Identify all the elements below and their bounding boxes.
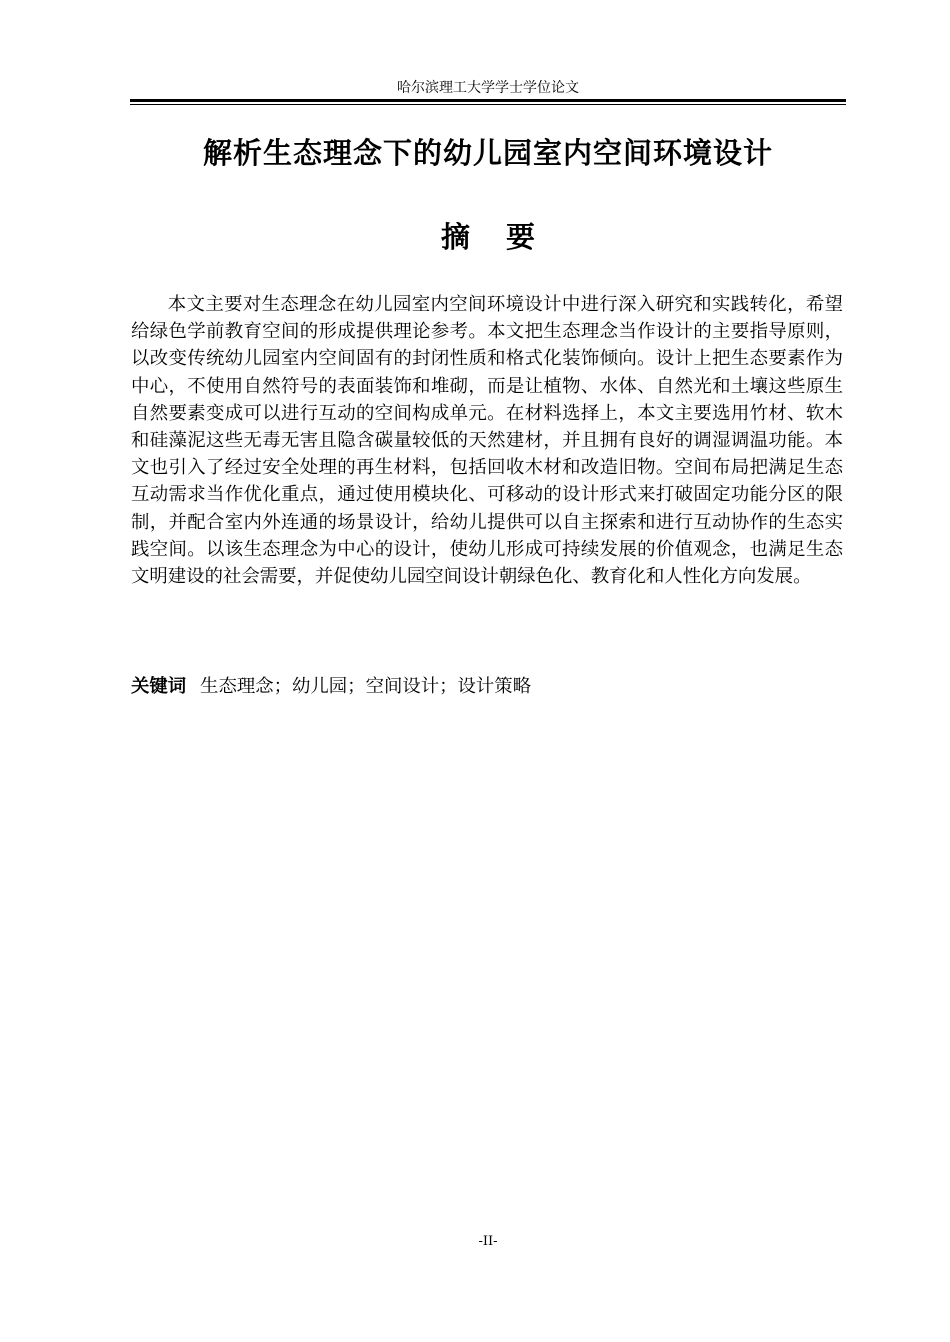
- keywords-text: 生态理念；幼儿园；空间设计；设计策略: [200, 676, 532, 697]
- abstract-heading: 摘要: [440, 220, 571, 254]
- page-number: -II-: [478, 1234, 498, 1249]
- keywords-label: 关键词: [131, 676, 187, 697]
- running-header: 哈尔滨理工大学学士学位论文: [397, 80, 579, 96]
- keywords-line: [131, 673, 843, 700]
- header-rule-thin: [130, 104, 846, 105]
- paper-title: 解析生态理念下的幼儿园室内空间环境设计: [202, 136, 773, 170]
- abstract-body: 本文主要对生态理念在幼儿园室内空间环境设计中进行深入研究和实践转化，希望给绿色学前教育空间的形成提供理论参考。本文把生态理念当作设计的主要指导原则，以改变传统幼儿园室内空间固有的封闭性质和格式化装饰倾向。设计上把生态要素作为中心，不使用自然符号的表面装饰和堆砌，而是让植物、水体、自然光和土壤这些原生自然要素变成可以进行互动的空间构成单元。在材料选择上，本文主要选用竹材、软木和硅藻泥这些无毒无害且隐含碳量较低的天然建材，并且拥有良好的调湿调温功能。本文也引入了经过安全处理的再生材料，包括回收木材和改造旧物。空间布局把满足生态互动需求当作优化重点，通过使用模块化、可移动的设计形式来打破固定功能分区的限制，并配合室内外连通的场景设计，给幼儿提供可以自主探索和进行互动协作的生态实践空间。以该生态理念为中心的设计，使幼儿形成可持续发展的价值观念，也满足生态文明建设的社会需要，并促使幼儿园空间设计朝绿色化、教育化和人性化方向发展。: [131, 294, 843, 588]
- header-rule-thick: [130, 99, 846, 102]
